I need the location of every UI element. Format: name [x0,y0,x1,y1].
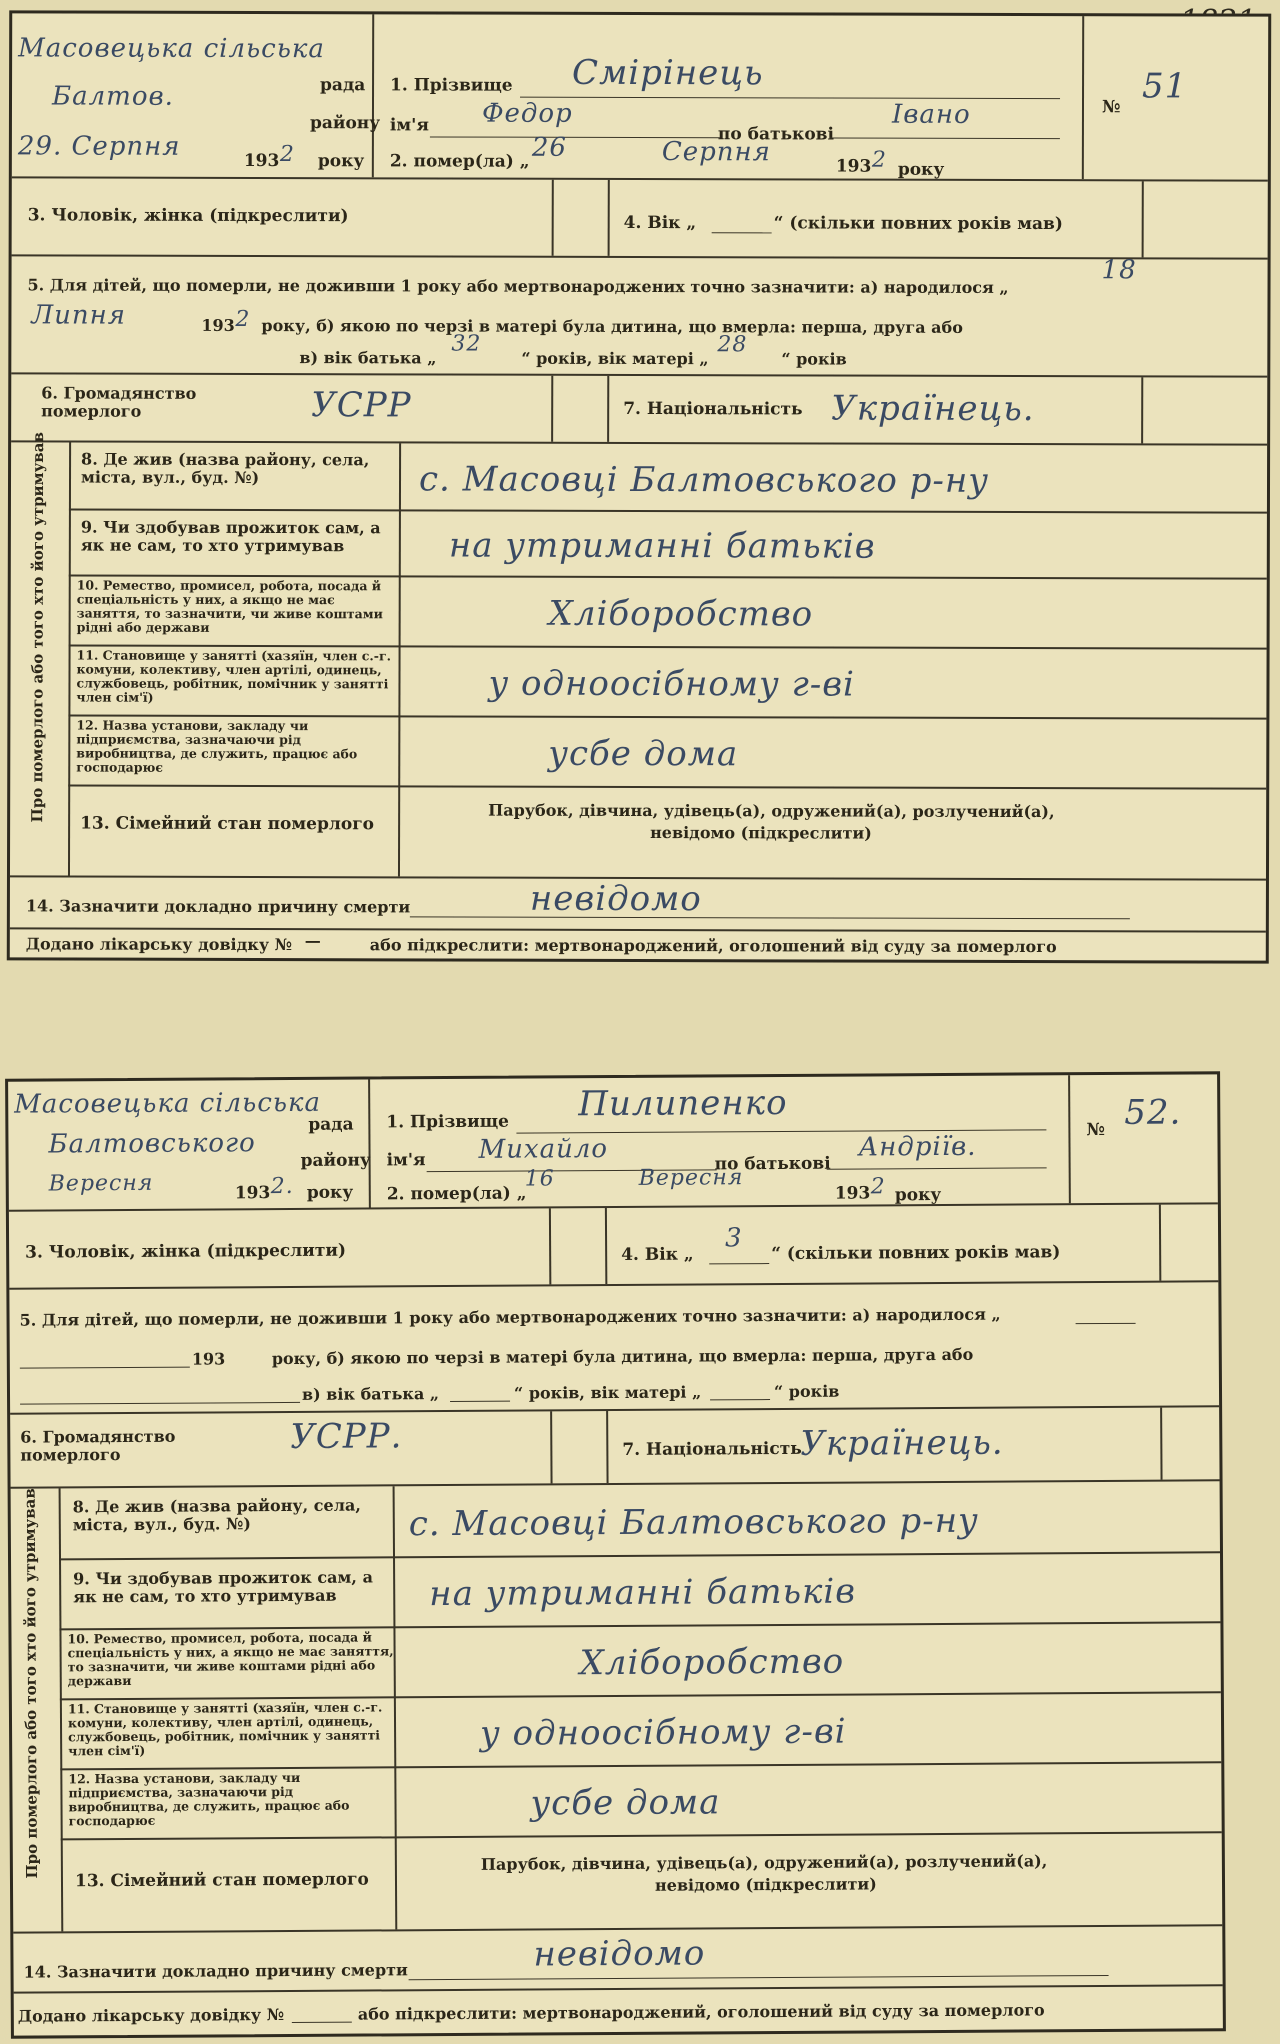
died-year-digit: 2 [871,147,887,173]
q12-value: усбе дома [548,733,739,775]
registration-year-label: року [317,151,365,172]
child-born-year-digit: 2 [235,306,251,332]
q13-options2: невідомо (підкреслити) [650,823,872,843]
died-label: 2. помер(ла) „ [386,1183,527,1205]
district-label: району [309,113,381,134]
district-value: Балтов. [51,81,174,112]
citizenship-label: 6. Громадянство померлого [20,1426,176,1466]
sex-label: 3. Чоловік, жінка (підкреслити) [27,205,349,227]
q10-label: 10. Ремество, промисел, робота, посада й спеціальність у них, а якщо не має заняття, то зазначити, чи живе коштами рідні або держави [76,577,383,635]
district-value: Балтовського [48,1128,256,1160]
name-label: ім'я [386,1150,426,1171]
child-line3a: в) вік батька „ [301,1384,440,1404]
died-month: Вересня [638,1165,744,1191]
died-month: Серпня [661,137,771,168]
q8-row [59,1481,1220,1560]
child-line1: 5. Для дітей, що померли, не доживши 1 року або мертвонароджених точно зазначити: а) народилося „ [19,1304,1001,1330]
sex-age-row [9,1204,1218,1289]
council-value: Масовецька сільська [14,1087,322,1120]
name-label: ім'я [389,115,429,136]
q8-row [69,443,1267,514]
number-value: 51 [1141,66,1188,107]
q12-value: усбе дома [530,1782,721,1824]
patronymic-label: по батькові [717,124,834,145]
q14-row [13,1926,1222,1993]
child-line1: 5. Для дітей, що померли, не доживши 1 року або мертвонароджених точно зазначити: а) народилося „ [27,275,1009,297]
council-label: рада [308,1114,354,1135]
sex-age-row [12,178,1268,259]
age-label: 4. Вік „ [623,212,697,234]
child-line2: року, б) якою по черзі в матері була дитина, що вмерла: перша, друга або [271,1344,974,1369]
person-block [11,1481,1223,1933]
q10-row [69,575,1267,650]
q11-row [68,645,1266,720]
age-value: 3 [724,1223,743,1254]
child-row [11,256,1267,377]
father-age: 32 [451,331,482,357]
surname-label: 1. Прізвище [390,75,513,96]
footer-text-b: або підкреслити: мертвонароджений, оголошений від суду за померлого [369,935,1057,957]
q13-label: 13. Сімейний стан померлого [74,1869,369,1892]
died-year-prefix: 193 [835,156,872,177]
footer-row [10,929,1266,962]
child-row [9,1282,1219,1414]
sex-label: 3. Чоловік, жінка (підкреслити) [25,1240,347,1263]
child-line3b: “ років, вік матері „ [513,1382,702,1403]
registration-date: Вересня [48,1170,154,1197]
child-line3a: в) вік батька „ [299,348,437,368]
q11-label: 11. Становище у занятті (хазяїн, член с.-г. комуни, колективу, член артілі, одинець, службовець, робітник, помічник у занятті член сім'ї) [67,1699,383,1759]
child-line3b: “ років, вік матері „ [521,348,709,369]
citizenship-row [10,1407,1219,1488]
nationality-label: 7. Національність [622,1438,802,1460]
child-born-day: 18 [1101,255,1137,286]
name-value: Михайло [478,1134,609,1165]
q10-value: Хліборобство [548,593,814,635]
q10-row [59,1621,1220,1700]
registration-year-digit: 2. [270,1173,294,1200]
registration-year-label: року [306,1182,354,1203]
age-label: 4. Вік „ [621,1244,694,1265]
died-year-label: року [894,1185,942,1206]
q8-value: с. Масовці Балтовського р-ну [408,1500,979,1545]
footer-text-a: Додано лікарську довідку № [17,2005,285,2026]
child-line2: року, б) якою по черзі в матері була дитина, що вмерла: перша, друга або [261,316,963,337]
q14-row [10,877,1266,932]
nationality-value: Українець. [831,388,1035,430]
died-day: 26 [531,132,568,163]
q9-label: 9. Чи здобував прожиток сам, а як не сам, то хто утримував [80,517,381,556]
nationality-label: 7. Національність [623,398,803,420]
child-line3c: “ років [773,1381,840,1402]
surname-label: 1. Прізвище [386,1111,509,1133]
patronymic-value: Івано [891,99,971,130]
q14-value: невідомо [533,1933,706,1975]
q12-label: 12. Назва установи, закладу чи підприємства, зазначаючи рід виробництва, де служить, працює або господарює [76,717,358,775]
q11-value: у одноосібному г-ві [488,663,856,705]
side-label: Про померлого або того хто його утримував [28,432,48,823]
q8-value: с. Масовці Балтовського р-ну [418,459,990,501]
child-year-prefix: 193 [191,1349,226,1369]
q11-row [60,1691,1221,1770]
mother-age: 28 [717,332,748,358]
footer-number: — [304,931,321,951]
died-day: 16 [524,1166,555,1192]
header-row [8,1074,1218,1211]
q14-value: невідомо [529,878,702,920]
registration-year-digit: 2 [279,142,295,168]
council-label: рада [320,75,366,96]
registration-year-prefix: 193 [243,150,280,172]
citizenship-value: УСРР. [290,1416,403,1457]
child-born-month: Липня [31,300,127,331]
person-block [10,432,1267,880]
died-label: 2. помер(ла) „ [389,151,530,172]
header-row [12,13,1268,181]
death-record-1 [7,10,1271,963]
age-suffix: “ (скільки повних років мав) [773,213,1063,235]
child-year-prefix: 193 [201,315,235,335]
nationality-value: Українець. [800,1422,1004,1464]
number-label: № [1086,1120,1105,1141]
citizenship-value: УСРР [311,385,412,426]
q11-label: 11. Становище у занятті (хазяїн, член с.-г. комуни, колективу, член артілі, одинець, службовець, робітник, помічник у занятті член сім'ї) [76,647,392,705]
died-year-label: року [897,159,945,180]
number-label: № [1101,97,1121,118]
q14-label: 14. Зазначити докладно причину смерти [25,896,411,917]
patronymic-value: Андріїв. [858,1131,977,1163]
q9-value: на утриманні батьків [448,525,876,567]
death-record-2 [5,1071,1226,2038]
died-year-digit: 2 [870,1174,886,1200]
footer-text-b: або підкреслити: мертвонароджений, оголошений від суду за померлого [357,2000,1045,2024]
q9-row [59,1551,1220,1630]
q13-row [61,1831,1223,1933]
child-line3c: “ років [781,349,847,369]
side-label: Про померлого або того хто його утримував [20,1488,41,1879]
patronymic-label: по батькові [714,1153,831,1175]
q13-options: Парубок, дівчина, удівець(а), одружений(а), розлучений(а), [488,800,1055,822]
q10-label: 10. Ремество, промисел, робота, посада й спеціальність у них, а якщо не має заняття, то зазначити, чи живе коштами рідні або держави [67,1629,394,1689]
footer-text-a: Додано лікарську довідку № [25,934,293,955]
q13-row [68,785,1266,879]
number-value: 52. [1124,1092,1182,1133]
q13-options2: невідомо (підкреслити) [654,1874,877,1895]
citizenship-row [11,374,1267,445]
q9-label: 9. Чи здобував прожиток сам, а як не сам, то хто утримував [73,1567,373,1607]
q9-row [69,509,1267,580]
age-suffix: “ (скільки повних років мав) [771,1242,1061,1265]
q14-label: 14. Зазначити докладно причину смерти [23,1960,408,1982]
citizenship-label: 6. Громадянство померлого [41,383,197,422]
registration-year-prefix: 193 [234,1183,271,1204]
q9-value: на утриманні батьків [429,1571,857,1615]
q11-value: у одноосібному г-ві [479,1711,847,1754]
q10-value: Хліборобство [579,1641,845,1684]
q12-row [60,1761,1221,1840]
q12-label: 12. Назва установи, закладу чи підприємства, зазначаючи рід виробництва, де служить, працює або господарює [68,1769,350,1829]
name-value: Федор [481,98,573,129]
died-year-prefix: 193 [834,1183,871,1204]
q13-options: Парубок, дівчина, удівець(а), одружений(а), розлучений(а), [480,1851,1048,1874]
q12-row [68,715,1266,790]
q8-label: 8. Де жив (назва району, села, міста, вул., буд. №) [80,449,370,487]
registration-date: 29. Серпня [17,131,181,162]
footer-row [14,1986,1223,2033]
surname-value: Смірінець [572,52,764,94]
district-label: району [300,1150,371,1171]
q8-label: 8. Де жив (назва району, села, міста, вул., буд. №) [72,1495,361,1535]
surname-value: Пилипенко [578,1082,788,1125]
council-value: Масовецька сільська [18,33,325,65]
q13-label: 13. Сімейний стан померлого [80,813,375,835]
